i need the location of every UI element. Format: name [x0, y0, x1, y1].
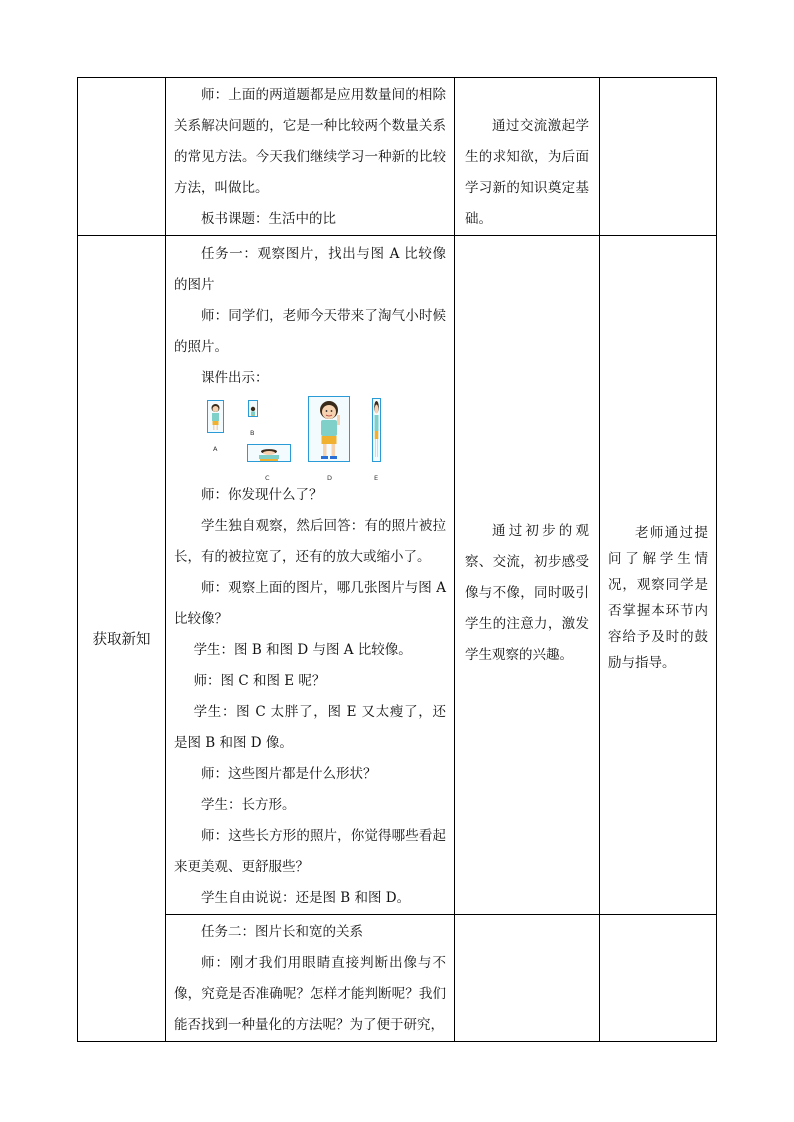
student-line: 学生独自观察，然后回答：有的照片被拉长，有的被拉宽了，还有的放大或缩小了。 — [174, 518, 446, 565]
photo-comparison-figure — [204, 396, 404, 482]
board-title-line: 板书课题：生活中的比 — [201, 211, 336, 227]
teacher-line: 师：这些长方形的照片，你觉得哪些看起来更美观、更舒服些？ — [174, 828, 446, 875]
notes-cell-new-knowledge — [600, 236, 717, 915]
photo-b — [248, 400, 258, 417]
stage-cell-new-knowledge — [78, 236, 166, 1042]
lesson-plan-table — [77, 77, 717, 1042]
photo-e — [372, 398, 381, 462]
table-row-intro — [78, 78, 717, 236]
photo-b-label: B — [250, 429, 255, 437]
teacher-line: 师：同学们，老师今天带来了淘气小时候的照片。 — [174, 308, 446, 355]
design-intent-text: 通过初步的观察、交流，初步感受像与不像，同时吸引学生的注意力，激发学生观察的兴趣。 — [465, 523, 589, 663]
photo-c-label: C — [265, 474, 270, 482]
intent-cell-new-knowledge — [455, 236, 600, 915]
teacher-line: 师：上面的两道题都是应用数量间的相除关系解决问题的，它是一种比较两个数量关系的常见方法。今天我们继续学习一种新的比较方法，叫做比。 — [174, 87, 446, 196]
intent-cell-intro — [455, 78, 600, 236]
student-line: 学生自由说说：还是图 B 和图 D。 — [201, 890, 411, 906]
photo-a-label: A — [213, 445, 218, 453]
content-cell-intro — [166, 78, 455, 236]
student-line: 学生：图 C 太胖了，图 E 又太瘦了，还是图 B 和图 D 像。 — [174, 704, 446, 751]
courseware-label: 课件出示： — [201, 370, 269, 386]
content-cell-new-knowledge — [166, 236, 455, 915]
teacher-line: 师：这些图片都是什么形状？ — [201, 766, 377, 782]
photo-a — [207, 400, 224, 433]
teacher-line: 师：刚才我们用眼睛直接判断出像与不像，究竟是否准确呢？怎样才能判断呢？我们能否找到一种量化的方法呢？为了便于研究， — [174, 955, 446, 1033]
teacher-line: 师：你发现什么了？ — [201, 487, 323, 503]
design-intent-text: 通过交流激起学生的求知欲，为后面学习新的知识奠定基础。 — [465, 118, 589, 227]
photo-c — [247, 444, 291, 462]
notes-cell-task-two — [600, 915, 717, 1042]
intent-cell-task-two — [455, 915, 600, 1042]
student-line: 学生：长方形。 — [201, 797, 296, 813]
task-one-heading: 任务一：观察图片，找出与图 A 比较像的图片 — [174, 246, 446, 293]
content-cell-task-two — [166, 915, 455, 1042]
task-two-heading: 任务二：图片长和宽的关系 — [201, 924, 363, 940]
photo-d-label: D — [327, 474, 333, 482]
teacher-line: 师：图 C 和图 E 呢？ — [193, 673, 326, 689]
teaching-notes-text: 老师通过提问了解学生情况，观察同学是否掌握本环节内容给予及时的鼓励与指导。 — [608, 525, 708, 671]
stage-label: 获取新知 — [92, 632, 151, 648]
table-row-new-knowledge — [78, 236, 717, 915]
student-line: 学生：图 B 和图 D 与图 A 比较像。 — [193, 642, 412, 658]
photo-e-label: E — [374, 474, 379, 482]
notes-cell-intro — [600, 78, 717, 236]
teacher-line: 师：观察上面的图片，哪几张图片与图 A 比较像？ — [174, 580, 446, 627]
table-row-task-two — [78, 915, 717, 1042]
photo-d — [308, 396, 350, 462]
stage-cell-intro — [78, 78, 166, 236]
